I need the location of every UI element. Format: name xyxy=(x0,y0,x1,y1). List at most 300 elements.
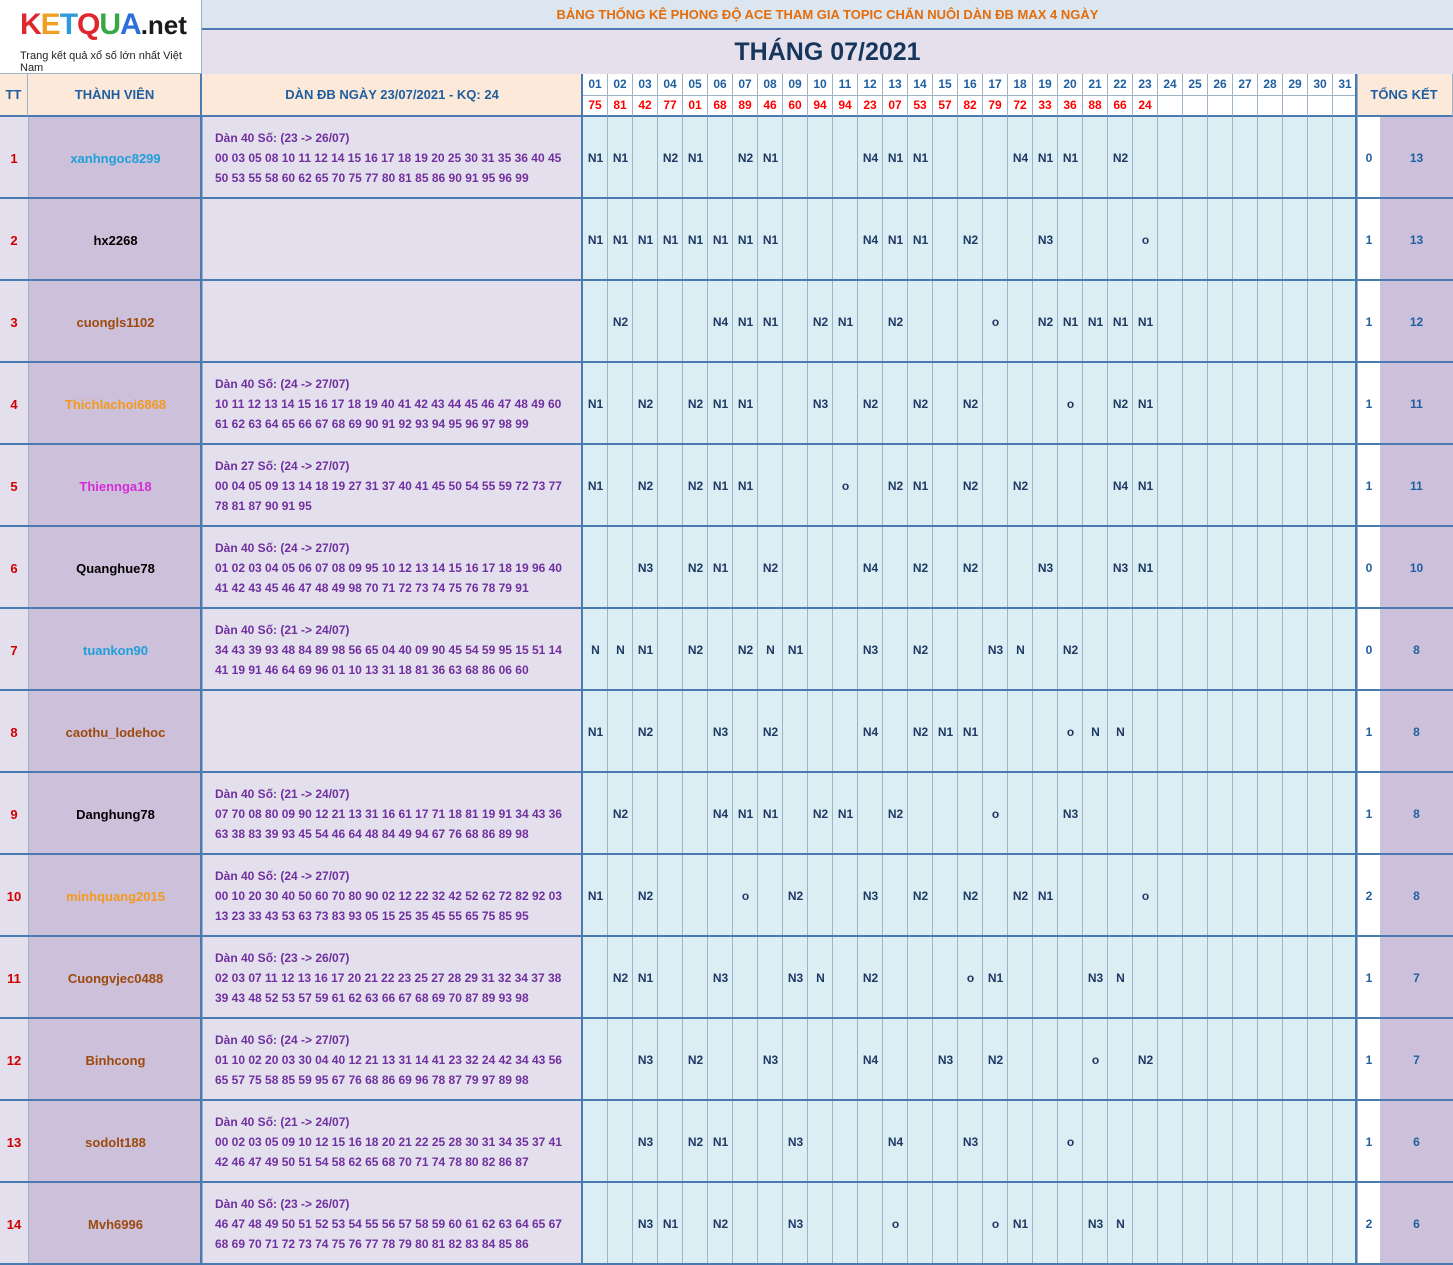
member-name[interactable]: caothu_lodehoc xyxy=(28,691,202,773)
logo-suffix: .net xyxy=(140,10,187,40)
member-hits: 1 xyxy=(1365,233,1373,247)
day-mark: N1 xyxy=(1062,315,1079,329)
day-result: 01 xyxy=(683,96,708,117)
day-mark: o xyxy=(891,1217,900,1231)
day-mark: N2 xyxy=(712,1217,729,1231)
day-result: 66 xyxy=(1108,96,1133,117)
dan-numbers: 65 57 75 58 85 59 95 67 76 68 86 69 96 78 87 79 97 89 98 xyxy=(215,1073,529,1087)
member-total: 8 xyxy=(1380,855,1453,937)
dan-numbers: 34 43 39 93 48 84 89 98 56 65 04 40 09 90 45 54 59 95 15 51 14 xyxy=(215,643,562,657)
day-mark: N1 xyxy=(712,479,729,493)
day-mark: N1 xyxy=(587,151,604,165)
dan-numbers: 07 70 08 80 09 90 12 21 13 31 16 61 17 71 18 81 19 91 34 43 36 xyxy=(215,807,562,821)
member-name[interactable]: tuankon90 xyxy=(28,609,202,691)
day-result: 60 xyxy=(783,96,808,117)
member-hits: 0 xyxy=(1365,643,1373,657)
day-header: 23 xyxy=(1133,74,1158,96)
day-mark: N2 xyxy=(862,971,879,985)
day-mark: N1 xyxy=(637,233,654,247)
day-header: 09 xyxy=(783,74,808,96)
member-dan xyxy=(202,1183,583,1265)
day-header: 25 xyxy=(1183,74,1208,96)
day-header: 18 xyxy=(1008,74,1033,96)
day-column xyxy=(658,117,683,1265)
day-result: 68 xyxy=(708,96,733,117)
dan-numbers: 00 10 20 30 40 50 60 70 80 90 02 12 22 32 42 52 62 72 82 92 03 xyxy=(215,889,562,903)
member-name[interactable]: Thichlachoi6868 xyxy=(28,363,202,445)
day-column xyxy=(1233,117,1258,1265)
day-mark: N1 xyxy=(762,315,779,329)
day-header: 03 xyxy=(633,74,658,96)
day-mark: N3 xyxy=(1037,561,1054,575)
day-mark: N1 xyxy=(787,643,804,657)
dan-numbers: 78 81 87 90 91 95 xyxy=(215,499,312,513)
day-mark: N1 xyxy=(637,971,654,985)
dan-numbers: 42 46 47 49 50 51 54 58 62 65 68 70 71 74 78 80 82 86 87 xyxy=(215,1155,529,1169)
day-mark: N3 xyxy=(637,1053,654,1067)
dan-summary: Dàn 40 Số: (23 -> 26/07) xyxy=(215,1197,350,1211)
dan-numbers: 39 43 48 52 53 57 59 61 62 63 66 67 68 69 70 87 89 93 98 xyxy=(215,991,529,1005)
day-mark: N1 xyxy=(587,889,604,903)
day-mark: N2 xyxy=(612,971,629,985)
dan-numbers: 01 02 03 04 05 06 07 08 09 95 10 12 13 14 15 16 17 18 19 96 40 xyxy=(215,561,562,575)
name-divider xyxy=(200,74,202,1265)
day-mark: N4 xyxy=(862,725,879,739)
day-mark: N1 xyxy=(837,807,854,821)
day-mark: N2 xyxy=(1012,479,1029,493)
day-mark: N3 xyxy=(962,1135,979,1149)
member-name[interactable]: Binhcong xyxy=(28,1019,202,1101)
day-mark: N1 xyxy=(1137,315,1154,329)
day-mark: o xyxy=(991,315,1000,329)
day-mark: N1 xyxy=(687,151,704,165)
day-result xyxy=(1283,96,1308,117)
day-result: 79 xyxy=(983,96,1008,117)
day-header: 22 xyxy=(1108,74,1133,96)
row-number: 10 xyxy=(0,855,28,937)
member-dan xyxy=(202,691,583,773)
day-mark: N2 xyxy=(912,889,929,903)
day-mark: o xyxy=(1091,1053,1100,1067)
row-number: 11 xyxy=(0,937,28,1019)
day-mark: N2 xyxy=(1062,643,1079,657)
day-column xyxy=(1308,117,1333,1265)
day-mark: N2 xyxy=(962,397,979,411)
member-total: 13 xyxy=(1380,117,1453,199)
day-mark: N4 xyxy=(862,561,879,575)
day-mark: N2 xyxy=(637,479,654,493)
day-mark: N2 xyxy=(962,889,979,903)
day-mark: N xyxy=(1116,725,1125,739)
day-mark: N2 xyxy=(637,889,654,903)
member-name[interactable]: Danghung78 xyxy=(28,773,202,855)
member-hits: 1 xyxy=(1365,1135,1373,1149)
day-mark: N4 xyxy=(712,807,729,821)
day-mark: N1 xyxy=(1137,561,1154,575)
member-total: 10 xyxy=(1380,527,1453,609)
day-mark: N4 xyxy=(862,151,879,165)
member-total: 7 xyxy=(1380,1019,1453,1101)
day-mark: N3 xyxy=(1037,233,1054,247)
day-mark: N3 xyxy=(987,643,1004,657)
member-total: 8 xyxy=(1380,773,1453,855)
day-header: 06 xyxy=(708,74,733,96)
day-result xyxy=(1308,96,1333,117)
day-mark: N xyxy=(1116,1217,1125,1231)
member-hits: 1 xyxy=(1365,397,1373,411)
day-mark: N3 xyxy=(1087,1217,1104,1231)
day-mark: o xyxy=(1066,725,1075,739)
day-mark: N4 xyxy=(1012,151,1029,165)
day-header: 04 xyxy=(658,74,683,96)
day-mark: N2 xyxy=(737,643,754,657)
member-total: 12 xyxy=(1380,281,1453,363)
member-name[interactable]: xanhngoc8299 xyxy=(28,117,202,199)
member-total: 11 xyxy=(1380,363,1453,445)
dan-numbers: 02 03 07 11 12 13 16 17 20 21 22 23 25 27 28 29 31 32 34 37 38 xyxy=(215,971,562,985)
day-header: 10 xyxy=(808,74,833,96)
day-header: 01 xyxy=(583,74,608,96)
day-mark: N1 xyxy=(737,397,754,411)
day-result: 94 xyxy=(833,96,858,117)
member-name[interactable]: hx2268 xyxy=(28,199,202,281)
day-result: 89 xyxy=(733,96,758,117)
logo-tagline: Trang kết quả xổ số lớn nhất Việt Nam xyxy=(20,50,182,74)
dan-numbers: 01 10 02 20 03 30 04 40 12 21 13 31 14 41 23 32 24 42 34 43 56 xyxy=(215,1053,562,1067)
day-mark: N2 xyxy=(887,807,904,821)
dan-summary: Dàn 40 Số: (24 -> 27/07) xyxy=(215,541,350,555)
day-header: 21 xyxy=(1083,74,1108,96)
member-name[interactable]: Mvh6996 xyxy=(28,1183,202,1265)
day-header: 17 xyxy=(983,74,1008,96)
day-mark: N2 xyxy=(762,561,779,575)
day-result: 82 xyxy=(958,96,983,117)
day-mark: N2 xyxy=(987,1053,1004,1067)
day-mark: N1 xyxy=(587,479,604,493)
day-mark: N2 xyxy=(687,1135,704,1149)
col-header-tt: TT xyxy=(0,74,28,117)
dan-summary: Dàn 40 Số: (24 -> 27/07) xyxy=(215,377,350,391)
day-mark: N1 xyxy=(762,151,779,165)
dan-numbers: 50 53 55 58 60 62 65 70 75 77 80 81 85 86 90 91 95 96 99 xyxy=(215,171,529,185)
member-total: 8 xyxy=(1380,691,1453,773)
logo-wordmark: KETQUA.net xyxy=(20,8,187,41)
day-column xyxy=(1283,117,1308,1265)
member-dan xyxy=(202,609,583,691)
dan-summary: Dàn 40 Số: (21 -> 24/07) xyxy=(215,623,350,637)
member-hits: 2 xyxy=(1365,889,1373,903)
dan-summary: Dàn 27 Số: (24 -> 27/07) xyxy=(215,459,350,473)
day-mark: N3 xyxy=(1112,561,1129,575)
day-mark: N4 xyxy=(862,233,879,247)
day-mark: N1 xyxy=(1087,315,1104,329)
day-mark: N1 xyxy=(912,233,929,247)
row-number: 13 xyxy=(0,1101,28,1183)
member-dan xyxy=(202,1019,583,1101)
day-mark: N1 xyxy=(1037,889,1054,903)
dan-numbers: 46 47 48 49 50 51 52 53 54 55 56 57 58 59 60 61 62 63 64 65 67 xyxy=(215,1217,562,1231)
day-mark: N4 xyxy=(887,1135,904,1149)
day-mark: N1 xyxy=(987,971,1004,985)
day-mark: N1 xyxy=(612,233,629,247)
day-mark: N1 xyxy=(737,479,754,493)
member-total: 6 xyxy=(1380,1101,1453,1183)
day-header: 29 xyxy=(1283,74,1308,96)
day-mark: o xyxy=(841,479,850,493)
member-name[interactable]: Cuongvjec0488 xyxy=(28,937,202,1019)
day-mark: N1 xyxy=(587,725,604,739)
day-mark: N1 xyxy=(662,233,679,247)
day-mark: N2 xyxy=(912,561,929,575)
day-mark: N1 xyxy=(687,233,704,247)
day-result: 53 xyxy=(908,96,933,117)
day-result: 94 xyxy=(808,96,833,117)
day-mark: N3 xyxy=(862,889,879,903)
day-mark: o xyxy=(991,807,1000,821)
day-header: 02 xyxy=(608,74,633,96)
day-mark: N xyxy=(766,643,775,657)
member-hits: 2 xyxy=(1365,1217,1373,1231)
day-result: 23 xyxy=(858,96,883,117)
member-hits: 1 xyxy=(1365,1053,1373,1067)
day-mark: N1 xyxy=(887,151,904,165)
member-total: 13 xyxy=(1380,199,1453,281)
day-mark: N3 xyxy=(712,971,729,985)
day-header: 30 xyxy=(1308,74,1333,96)
day-mark: N1 xyxy=(937,725,954,739)
day-mark: N3 xyxy=(762,1053,779,1067)
member-total: 8 xyxy=(1380,609,1453,691)
day-mark: N2 xyxy=(862,397,879,411)
day-mark: N2 xyxy=(687,397,704,411)
day-header: 07 xyxy=(733,74,758,96)
day-mark: o xyxy=(1141,233,1150,247)
member-name[interactable]: Thiennga18 xyxy=(28,445,202,527)
member-dan xyxy=(202,199,583,281)
day-mark: N1 xyxy=(737,315,754,329)
day-mark: N2 xyxy=(1112,397,1129,411)
day-header: 26 xyxy=(1208,74,1233,96)
day-column xyxy=(1008,117,1033,1265)
day-mark: N1 xyxy=(837,315,854,329)
day-mark: N1 xyxy=(962,725,979,739)
day-mark: N2 xyxy=(687,561,704,575)
day-result: 33 xyxy=(1033,96,1058,117)
row-number: 9 xyxy=(0,773,28,855)
day-mark: o xyxy=(741,889,750,903)
day-mark: N1 xyxy=(637,643,654,657)
day-mark: N1 xyxy=(887,233,904,247)
dan-numbers: 10 11 12 13 14 15 16 17 18 19 40 41 42 43 44 45 46 47 48 49 60 xyxy=(215,397,562,411)
day-header: 05 xyxy=(683,74,708,96)
row-number: 12 xyxy=(0,1019,28,1101)
day-mark: N1 xyxy=(1012,1217,1029,1231)
row-number: 8 xyxy=(0,691,28,773)
dan-numbers: 61 62 63 64 65 66 67 68 69 90 91 92 93 94 95 96 97 98 99 xyxy=(215,417,529,431)
day-mark: N3 xyxy=(787,971,804,985)
member-dan xyxy=(202,117,583,199)
day-mark: N1 xyxy=(1112,315,1129,329)
day-header: 15 xyxy=(933,74,958,96)
day-header: 14 xyxy=(908,74,933,96)
dan-numbers: 63 38 83 39 93 45 54 46 64 48 84 49 94 67 76 68 86 89 98 xyxy=(215,827,529,841)
day-mark: o xyxy=(966,971,975,985)
dan-numbers: 13 23 33 43 53 63 73 83 93 05 15 25 35 45 55 65 75 85 95 xyxy=(215,909,529,923)
member-total: 7 xyxy=(1380,937,1453,1019)
row-number: 6 xyxy=(0,527,28,609)
day-mark: o xyxy=(1066,1135,1075,1149)
member-name[interactable]: Quanghue78 xyxy=(28,527,202,609)
dan-numbers: 00 04 05 09 13 14 18 19 27 31 37 40 41 45 50 54 55 59 72 73 77 xyxy=(215,479,562,493)
month-title: THÁNG 07/2021 xyxy=(202,30,1453,74)
day-mark: o xyxy=(1141,889,1150,903)
dan-summary: Dàn 40 Số: (24 -> 27/07) xyxy=(215,1033,350,1047)
day-mark: N1 xyxy=(587,397,604,411)
day-mark: N2 xyxy=(762,725,779,739)
dan-numbers: 41 42 43 45 46 47 48 49 98 70 71 72 73 74 75 76 78 79 91 xyxy=(215,581,529,595)
day-mark: N1 xyxy=(712,561,729,575)
day-mark: N4 xyxy=(1112,479,1129,493)
col-header-dan: DÀN ĐB NGÀY 23/07/2021 - KQ: 24 xyxy=(202,74,583,117)
day-mark: N3 xyxy=(712,725,729,739)
member-dan xyxy=(202,937,583,1019)
day-mark: N2 xyxy=(1037,315,1054,329)
day-result: 07 xyxy=(883,96,908,117)
day-column xyxy=(1158,117,1183,1265)
day-mark: N2 xyxy=(637,725,654,739)
day-mark: N2 xyxy=(737,151,754,165)
day-mark: N1 xyxy=(662,1217,679,1231)
member-dan xyxy=(202,281,583,363)
member-dan xyxy=(202,445,583,527)
logo[interactable] xyxy=(0,0,202,74)
day-column xyxy=(1258,117,1283,1265)
day-mark: N3 xyxy=(1062,807,1079,821)
member-hits: 1 xyxy=(1365,315,1373,329)
day-mark: N2 xyxy=(612,315,629,329)
day-mark: N2 xyxy=(962,479,979,493)
day-mark: N2 xyxy=(662,151,679,165)
day-mark: N2 xyxy=(912,397,929,411)
col-header-member: THÀNH VIÊN xyxy=(28,74,202,117)
day-mark: N2 xyxy=(812,315,829,329)
day-mark: N1 xyxy=(712,1135,729,1149)
member-name[interactable]: cuongls1102 xyxy=(28,281,202,363)
day-mark: N3 xyxy=(637,561,654,575)
row-number: 7 xyxy=(0,609,28,691)
member-name[interactable]: sodolt188 xyxy=(28,1101,202,1183)
day-result: 75 xyxy=(583,96,608,117)
day-result: 81 xyxy=(608,96,633,117)
dan-numbers: 41 19 91 46 64 69 96 01 10 13 31 18 81 36 63 68 86 06 60 xyxy=(215,663,529,677)
day-mark: N3 xyxy=(637,1217,654,1231)
day-mark: N1 xyxy=(712,233,729,247)
row-number: 4 xyxy=(0,363,28,445)
day-mark: N2 xyxy=(912,643,929,657)
day-mark: N1 xyxy=(1137,479,1154,493)
day-header: 12 xyxy=(858,74,883,96)
dan-summary: Dàn 40 Số: (23 -> 26/07) xyxy=(215,951,350,965)
dan-summary: Dàn 40 Số: (21 -> 24/07) xyxy=(215,787,350,801)
day-header: 24 xyxy=(1158,74,1183,96)
day-column xyxy=(783,117,808,1265)
day-mark: N2 xyxy=(887,315,904,329)
day-mark: N1 xyxy=(612,151,629,165)
day-result xyxy=(1208,96,1233,117)
day-result: 88 xyxy=(1083,96,1108,117)
day-column xyxy=(1183,117,1208,1265)
day-mark: N3 xyxy=(812,397,829,411)
day-mark: N1 xyxy=(1137,397,1154,411)
day-mark: N3 xyxy=(787,1217,804,1231)
day-mark: N2 xyxy=(1112,151,1129,165)
day-mark: N2 xyxy=(612,807,629,821)
day-mark: N2 xyxy=(887,479,904,493)
member-dan xyxy=(202,773,583,855)
member-name[interactable]: minhquang2015 xyxy=(28,855,202,937)
day-mark: N2 xyxy=(912,725,929,739)
day-header: 16 xyxy=(958,74,983,96)
day-mark: o xyxy=(1066,397,1075,411)
day-header: 20 xyxy=(1058,74,1083,96)
day-header: 13 xyxy=(883,74,908,96)
member-dan xyxy=(202,855,583,937)
day-mark: N1 xyxy=(1062,151,1079,165)
dan-numbers: 00 02 03 05 09 10 12 15 16 18 20 21 22 25 28 30 31 34 35 37 41 xyxy=(215,1135,562,1149)
member-total: 11 xyxy=(1380,445,1453,527)
day-result xyxy=(1183,96,1208,117)
day-mark: N1 xyxy=(737,807,754,821)
col-header-total: TỔNG KẾT xyxy=(1356,74,1453,117)
member-hits: 1 xyxy=(1365,725,1373,739)
grid-divider-left xyxy=(581,74,583,1265)
day-header: 08 xyxy=(758,74,783,96)
day-mark: N1 xyxy=(762,807,779,821)
day-mark: N2 xyxy=(687,479,704,493)
day-header: 31 xyxy=(1333,74,1358,96)
member-hits: 0 xyxy=(1365,561,1373,575)
member-total: 6 xyxy=(1380,1183,1453,1265)
day-mark: N2 xyxy=(687,643,704,657)
member-dan xyxy=(202,527,583,609)
day-result: 72 xyxy=(1008,96,1033,117)
day-mark: N xyxy=(616,643,625,657)
day-mark: N1 xyxy=(762,233,779,247)
member-hits: 1 xyxy=(1365,971,1373,985)
day-mark: N2 xyxy=(1012,889,1029,903)
day-result: 57 xyxy=(933,96,958,117)
member-hits: 0 xyxy=(1365,151,1373,165)
day-mark: N xyxy=(816,971,825,985)
day-mark: N xyxy=(591,643,600,657)
member-dan xyxy=(202,363,583,445)
dan-summary: Dàn 40 Số: (23 -> 26/07) xyxy=(215,131,350,145)
day-mark: N3 xyxy=(937,1053,954,1067)
day-result xyxy=(1233,96,1258,117)
day-mark: N4 xyxy=(712,315,729,329)
row-number: 5 xyxy=(0,445,28,527)
day-header: 27 xyxy=(1233,74,1258,96)
day-mark: N2 xyxy=(637,397,654,411)
day-mark: N1 xyxy=(1037,151,1054,165)
day-header: 19 xyxy=(1033,74,1058,96)
member-dan xyxy=(202,1101,583,1183)
dan-summary: Dàn 40 Số: (24 -> 27/07) xyxy=(215,869,350,883)
day-result: 42 xyxy=(633,96,658,117)
day-mark: N3 xyxy=(787,1135,804,1149)
day-header: 11 xyxy=(833,74,858,96)
day-column xyxy=(1208,117,1233,1265)
